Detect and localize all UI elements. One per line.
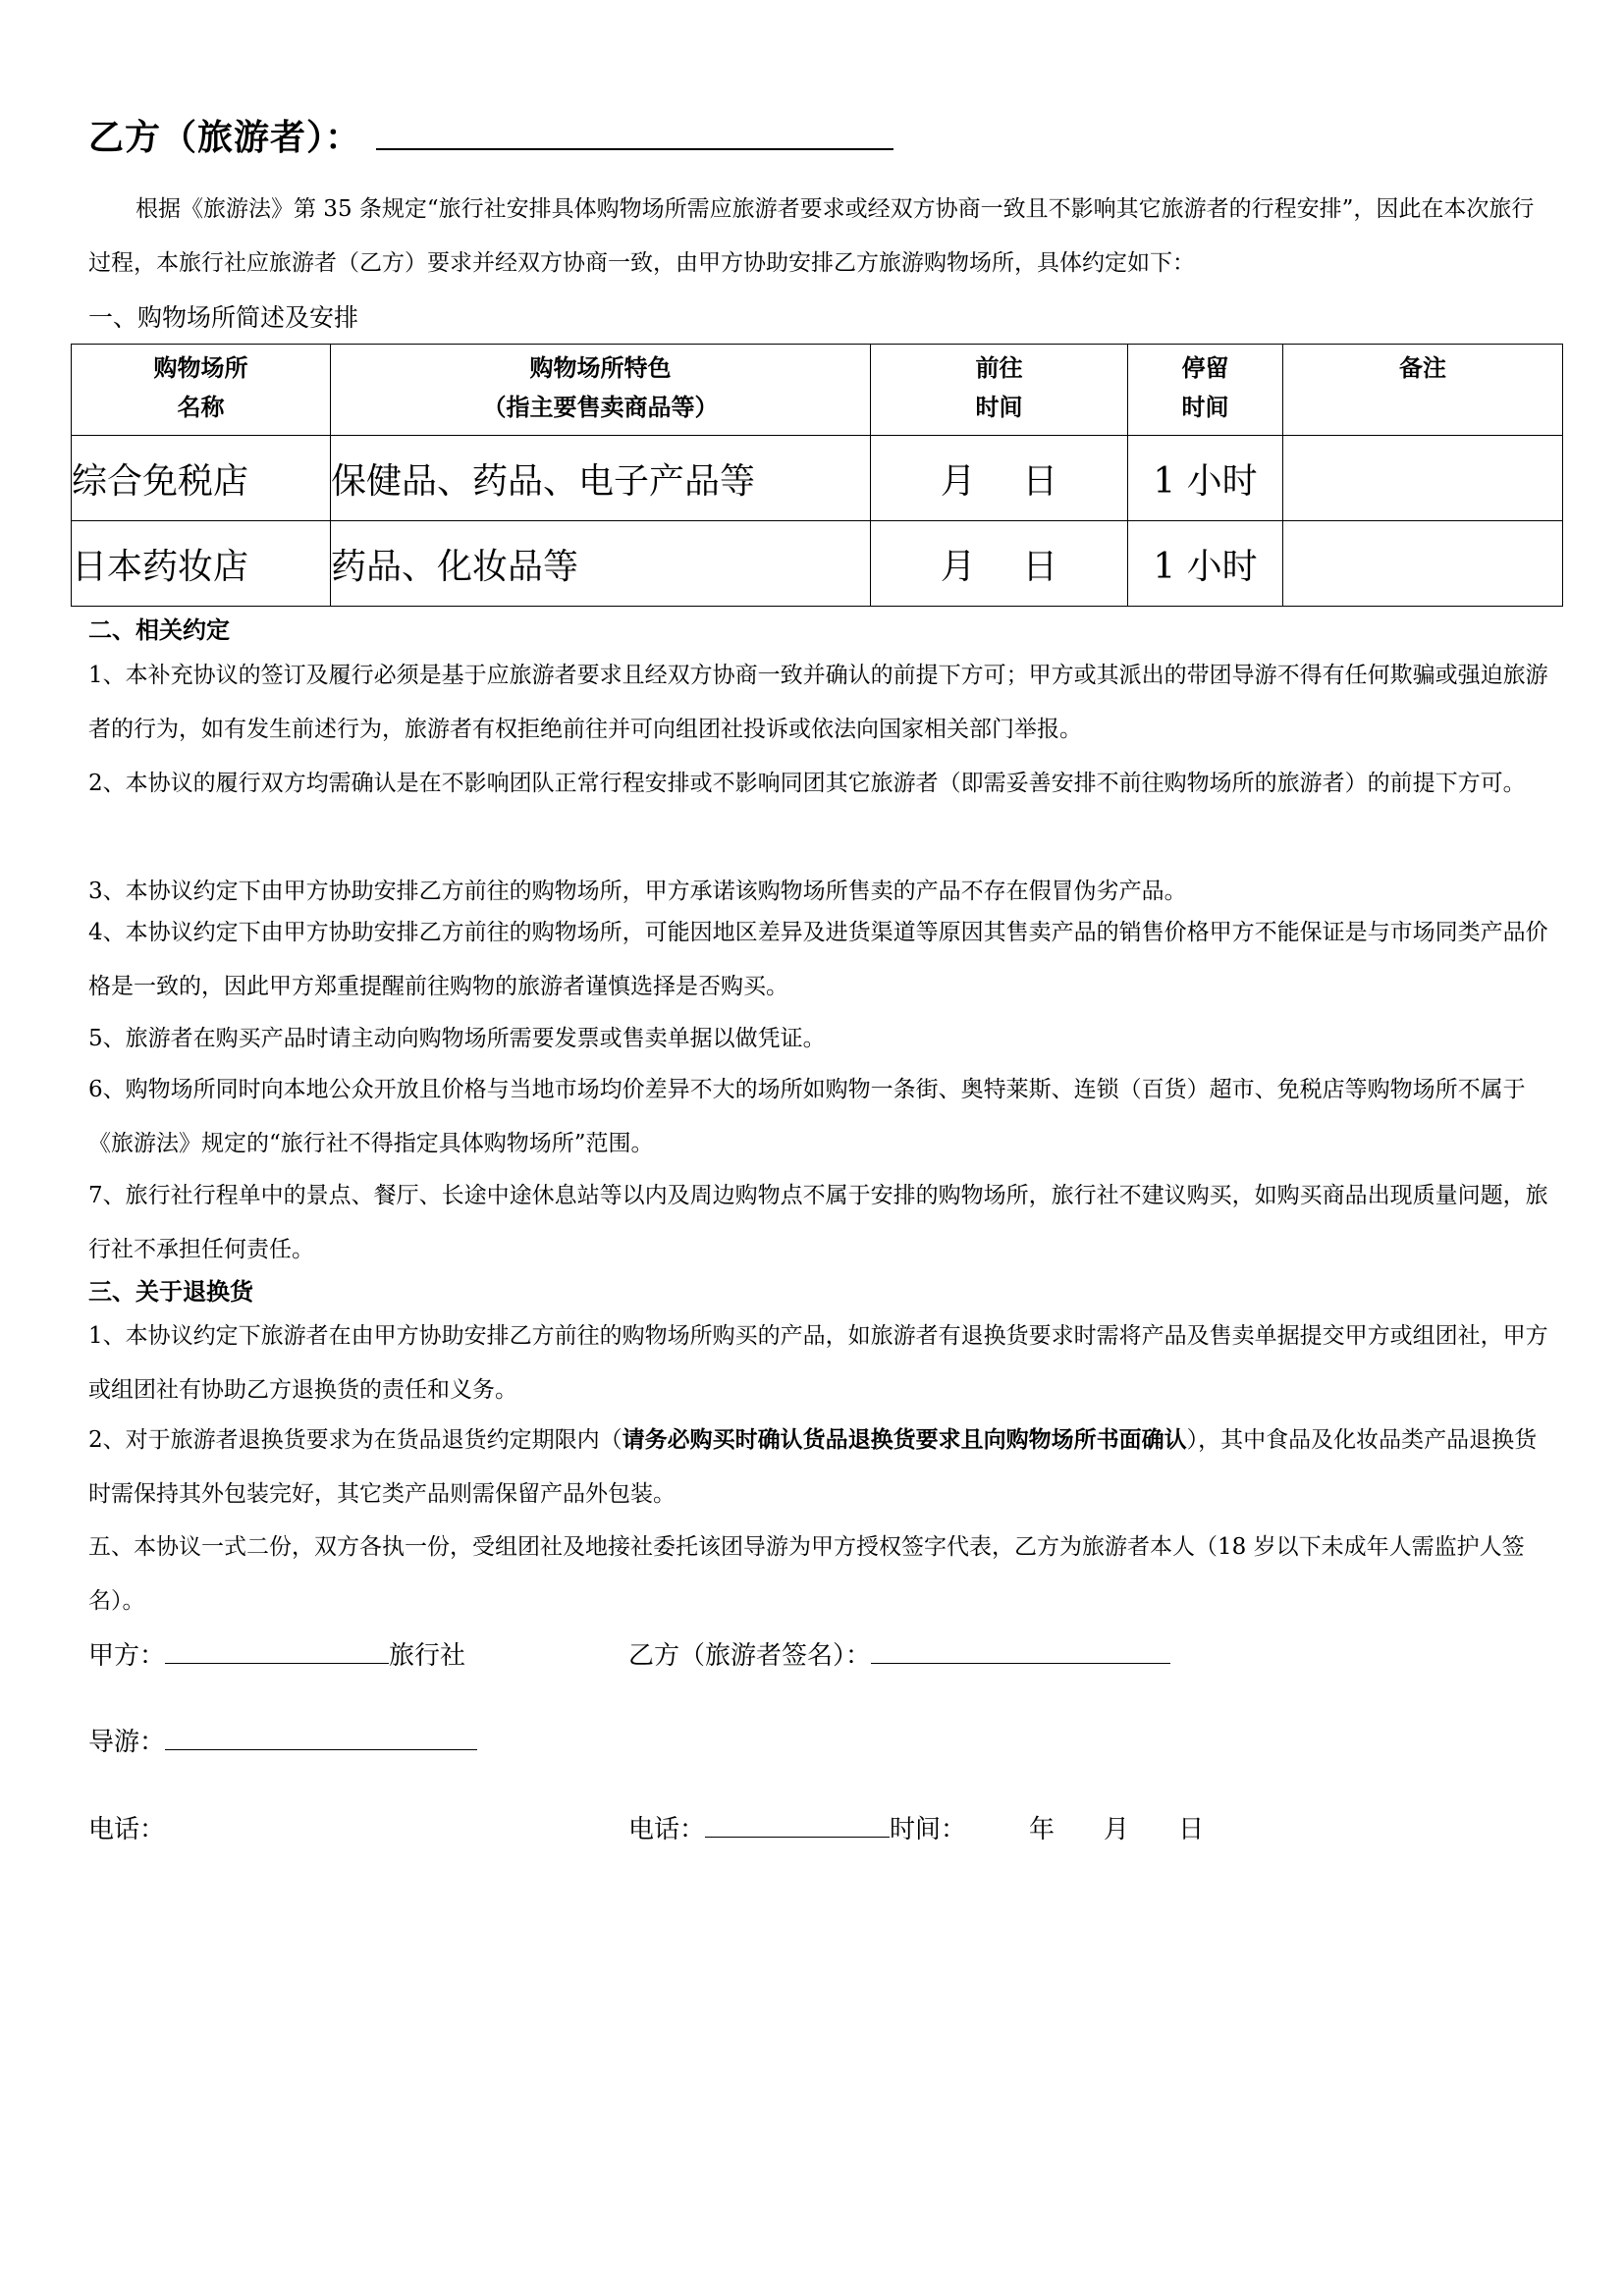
guide-label: 导游： <box>88 1728 166 1757</box>
section2-item-2: 2、本协议的履行双方均需确认是在不影响团队正常行程安排或不影响同团其它旅游者（即需妥善安排不前往购物场所的旅游者）的前提下方可。 <box>88 771 1526 796</box>
header-feature-line2: （指主要售卖商品等） <box>482 394 719 421</box>
header-feature-line1: 购物场所特色 <box>529 354 672 382</box>
year-label: 年 <box>1029 1815 1056 1844</box>
guide-signature <box>88 1722 477 1758</box>
section3-item-2-post: ），其中食品及化妆品类产品退换货时需保持其外包装完好，其它类产品则需保留产品外包装。 <box>88 1427 1538 1507</box>
guide-blank[interactable] <box>165 1728 477 1750</box>
tourist-name-blank[interactable] <box>376 148 893 150</box>
section3-heading: 三、关于退换货 <box>88 1278 253 1306</box>
header-stay <box>1128 345 1283 436</box>
header-date-line2: 时间 <box>975 394 1023 421</box>
section3-item-2 <box>88 1414 1551 1522</box>
party-b-blank[interactable] <box>871 1641 1170 1664</box>
row2-name: 日本药妆店 <box>72 521 331 607</box>
row1-feature: 保健品、药品、电子产品等 <box>331 436 871 521</box>
row2-note[interactable] <box>1283 521 1563 607</box>
table-header-row <box>72 345 1563 436</box>
header-stay-line2: 时间 <box>1181 394 1229 421</box>
phone-a <box>88 1809 165 1845</box>
header-stay-line1: 停留 <box>1181 354 1229 382</box>
row2-date[interactable]: 月 日 <box>871 521 1128 607</box>
section2-item-6: 6、购物场所同时向本地公众开放且价格与当地市场均价差异不大的场所如购物一条街、奥特莱斯、连锁（百货）超市、免税店等购物场所不属于《旅游法》规定的“旅行社不得指定具体购物场所”范围。 <box>88 1077 1526 1156</box>
table-row <box>72 521 1563 607</box>
phone-b-blank[interactable] <box>705 1815 890 1838</box>
day-label: 日 <box>1178 1815 1205 1844</box>
section3-item-2-bold: 请务必购买时确认货品退换货要求且向购物场所书面确认 <box>622 1427 1187 1453</box>
header-name-line2: 名称 <box>177 394 225 421</box>
party-a-suffix: 旅行社 <box>389 1641 466 1671</box>
phone-b-time <box>628 1809 1204 1845</box>
section3-item-2-pre: 2、对于旅游者退换货要求为在货品退货约定期限内（ <box>88 1427 623 1453</box>
shopping-table <box>71 344 1563 607</box>
row2-stay: 1 小时 <box>1128 521 1283 607</box>
row2-feature: 药品、化妆品等 <box>331 521 871 607</box>
phone-a-label: 电话： <box>88 1815 166 1844</box>
header-note <box>1283 345 1563 436</box>
party-b-signature <box>628 1635 1170 1672</box>
header-note-line: 备注 <box>1399 354 1446 382</box>
row1-name: 综合免税店 <box>72 436 331 521</box>
party-a-blank[interactable] <box>165 1641 389 1664</box>
header-feature <box>331 345 871 436</box>
intro-paragraph: 根据《旅游法》第 35 条规定“旅行社安排具体购物场所需应旅游者要求或经双方协商一致且不影响其它旅游者的行程安排”，因此在本次旅行过程，本旅行社应旅游者（乙方）要求并经双方协商一致，由甲方协助安排乙方旅游购物场所，具体约定如下： <box>88 196 1535 276</box>
row1-note[interactable] <box>1283 436 1563 521</box>
header-date-line1: 前往 <box>975 354 1023 382</box>
section2-item-5: 5、旅游者在购买产品时请主动向购物场所需要发票或售卖单据以做凭证。 <box>88 1026 826 1051</box>
section3-item-1: 1、本协议约定下旅游者在由甲方协助安排乙方前往的购物场所购买的产品，如旅游者有退换货要求时需将产品及售卖单据提交甲方或组团社，甲方或组团社有协助乙方退换货的责任和义务。 <box>88 1323 1548 1403</box>
party-a-signature <box>88 1635 465 1672</box>
row1-stay: 1 小时 <box>1128 436 1283 521</box>
row1-date[interactable]: 月 日 <box>871 436 1128 521</box>
phone-b-label: 电话： <box>628 1815 706 1844</box>
section2-item-4: 4、本协议约定下由甲方协助安排乙方前往的购物场所，可能因地区差异及进货渠道等原因其售卖产品的销售价格甲方不能保证是与市场同类产品价格是一致的，因此甲方郑重提醒前往购物的旅游者谨慎选择是否购买。 <box>88 920 1548 999</box>
header-date <box>871 345 1128 436</box>
section2-item-3: 3、本协议约定下由甲方协助安排乙方前往的购物场所，甲方承诺该购物场所售卖的产品不存在假冒伪劣产品。 <box>88 879 1187 904</box>
month-label: 月 <box>1104 1815 1130 1844</box>
time-label: 时间： <box>890 1815 967 1844</box>
table-row <box>72 436 1563 521</box>
section2-heading: 二、相关约定 <box>88 616 230 644</box>
party-a-label: 甲方： <box>88 1641 166 1671</box>
page-title: 乙方（旅游者）： <box>88 118 362 158</box>
section2-item-1: 1、本补充协议的签订及履行必须是基于应旅游者要求且经双方协商一致并确认的前提下方可；甲方或其派出的带团导游不得有任何欺骗或强迫旅游者的行为，如有发生前述行为，旅游者有权拒绝前往并可向组团社投诉或依法向国家相关部门举报。 <box>88 663 1548 742</box>
section2-item-7: 7、旅行社行程单中的景点、餐厅、长途中途休息站等以内及周边购物点不属于安排的购物场所，旅行社不建议购买，如购买商品出现质量问题，旅行社不承担任何责任。 <box>88 1183 1548 1262</box>
party-b-label: 乙方（旅游者签名）： <box>628 1641 872 1671</box>
header-name-line1: 购物场所 <box>153 354 248 382</box>
header-name <box>72 345 331 436</box>
section5-paragraph: 五、本协议一式二份，双方各执一份，受组团社及地接社委托该团导游为甲方授权签字代表，乙方为旅游者本人（18 岁以下未成年人需监护人签名）。 <box>88 1534 1525 1614</box>
section1-heading: 一、购物场所简述及安排 <box>88 303 359 332</box>
